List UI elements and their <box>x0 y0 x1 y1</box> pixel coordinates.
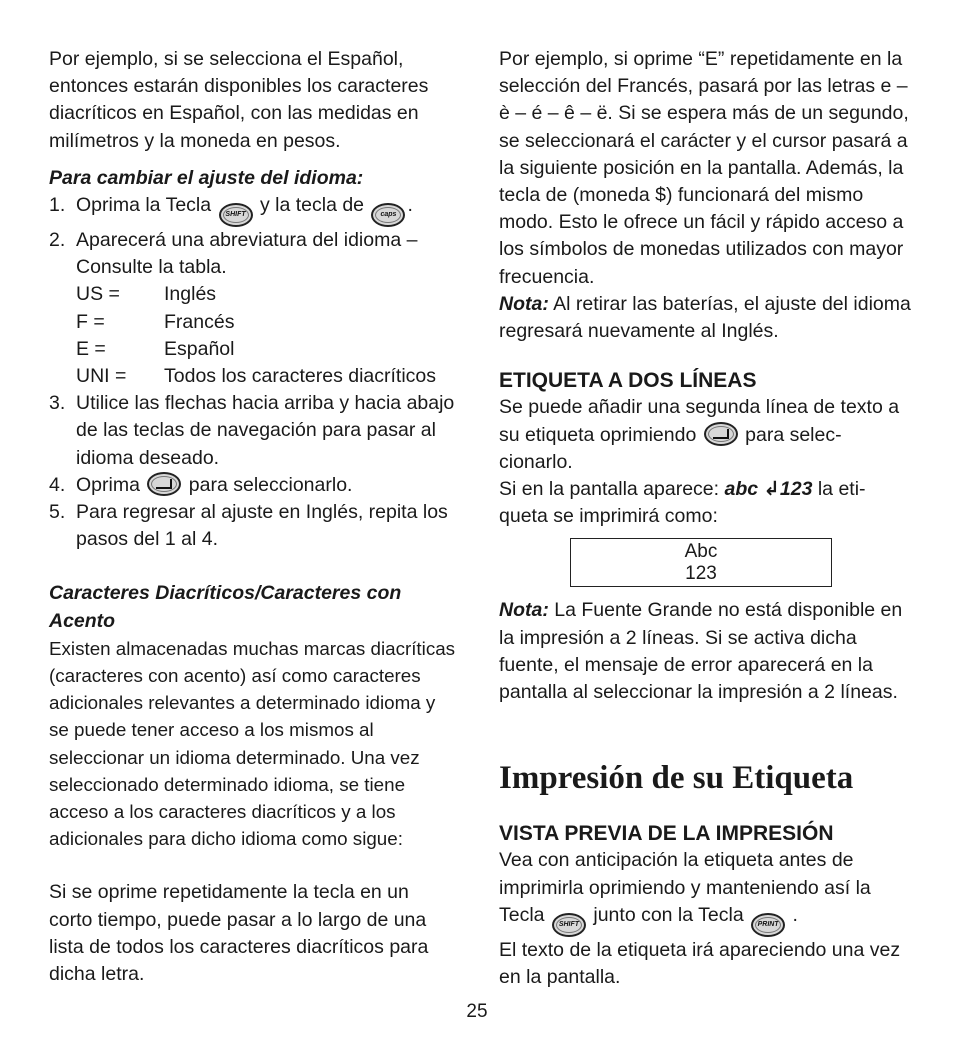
shift-key-icon: SHIFT <box>219 203 253 227</box>
step-4: 4. Oprima para seleccionarlo. <box>49 473 353 496</box>
left-column <box>49 46 457 988</box>
diacritics-heading: Caracteres Diacríticos/Caracteres con Acento <box>49 582 402 632</box>
note-large-font: Nota: La Fuente Grande no está disponible en la impresión a 2 líneas. Si se activa dicha fuente, el mensaje de error aparecerá en la pantalla al seleccionar la impresión a 2 líneas. <box>499 599 903 704</box>
print-section-title: Impresión de su Etiqueta <box>499 760 854 797</box>
preview-paragraph-2: El texto de la etiqueta irá apareciendo una vez en la pantalla. <box>499 938 901 989</box>
steps-list <box>49 192 457 281</box>
print-key-icon: PRINT <box>751 913 785 937</box>
table-row: F = Francés <box>76 310 235 333</box>
page-number: 25 <box>466 1001 488 1022</box>
enter-key-icon <box>147 472 181 496</box>
preview-heading: VISTA PREVIA DE LA IMPRESIÓN <box>499 822 834 846</box>
preview-paragraph: Vea con anticipación la etiqueta antes de imprimirla oprimiendo y manteniendo así la Tecla SHIFT junto con la Tecla PRINT . <box>499 847 914 936</box>
language-table <box>76 281 457 390</box>
two-lines-heading: ETIQUETA A DOS LÍNEAS <box>499 369 757 393</box>
enter-key-icon <box>704 422 738 446</box>
right-column <box>499 46 914 991</box>
intro-paragraph: Por ejemplo, si se selecciona el Español, entonces estarán disponibles los caracteres diacríticos en Español, con las medidas en milímetros y la moneda en pesos. <box>49 48 429 152</box>
screen-paragraph: Si en la pantalla aparece: abc ↲123 la eti-queta se imprimirá como: <box>499 478 866 528</box>
step-3: 3. Utilice las flechas hacia arriba y hacia abajo de las teclas de navegación para pasar al idioma deseado. <box>49 392 455 469</box>
step-5: 5. Para regresar al ajuste en Inglés, repita los pasos del 1 al 4. <box>49 501 448 551</box>
return-arrow-icon: ↲ <box>763 478 780 501</box>
two-lines-paragraph: Se puede añadir una segunda línea de texto a su etiqueta oprimiendo para selec-cionarlo. <box>499 396 900 473</box>
step-1: 1. Oprima la Tecla SHIFT y la tecla de caps . <box>49 192 457 227</box>
note-batteries: Nota: Al retirar las baterías, el ajuste del idioma regresará nuevamente al Inglés. <box>499 292 911 343</box>
table-row: US = Inglés <box>76 283 217 306</box>
step-2: 2. Aparecerá una abreviatura del idioma – Consulte la tabla. <box>49 229 418 279</box>
shift-key-icon: SHIFT <box>552 913 586 937</box>
caps-key-icon: caps <box>371 203 405 227</box>
diacritics-paragraph: Existen almacenadas muchas marcas diacríticas (caracteres con acento) así como caracteres adicionales relevantes a determinado idioma y se puede tener acceso a los mismos al seleccionar un idioma determinado. Una vez seleccionado determinado idioma, se tiene acceso a los caracteres diacríticos y a los adicionales para dicho idioma como sigue: <box>49 637 456 850</box>
label-preview-box: Abc 123 <box>570 538 832 587</box>
table-row: UNI = Todos los caracteres diacríticos <box>76 365 437 388</box>
repeat-paragraph: Si se oprime repetidamente la tecla en un corto tiempo, puede pasar a lo largo de una lista de todos los caracteres diacríticos para dicha letra. <box>49 881 429 986</box>
change-language-heading: Para cambiar el ajuste del idioma: <box>49 166 364 189</box>
table-row: E = Español <box>76 337 235 360</box>
example-paragraph: Por ejemplo, si oprime “E” repetidamente en la selección del Francés, pasará por las letras e – è – é – ê – ë. Si se espera más de un segundo, se seleccionará el carácter y el cursor pasará a la siguiente posición en la pantalla. Además, la tecla de (moneda $) funcionará del mismo modo. Esto le ofrece un fácil y rápido acceso a los símbolos de monedas utilizados con mayor frecuencia. <box>499 48 909 288</box>
